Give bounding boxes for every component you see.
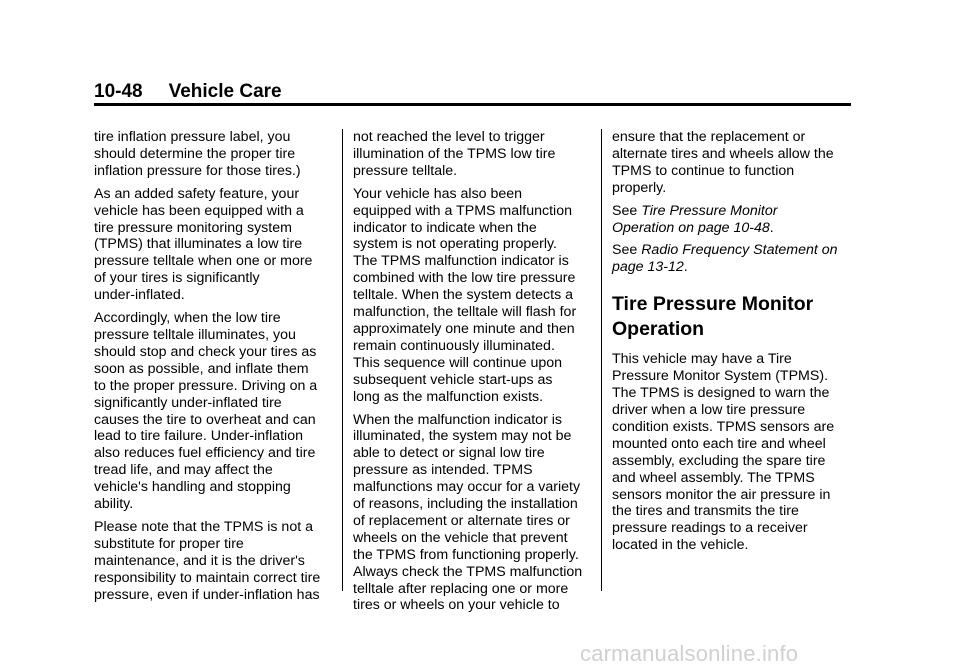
paragraph: This vehicle may have a Tire Pressure Monitor System (TPMS). The TPMS is designed to warn the driver when a low tire pressure condition exists. TPMS sensors are mounted onto each tire and wheel assembly, excluding the spare tire and wheel assembly. The TPMS sensors monitor the air pressure in the tires and transmits the tire pressure readings to a receiver located in the vehicle. [612,351,835,554]
section-heading: Tire Pressure Monitor Operation [612,293,814,341]
cross-reference [612,242,857,276]
paragraph: Your vehicle has also been equipped with a TPMS malfunction indicator to indicate when the system is not operating properly. The TPMS malfunction indicator is combined with the low tire pressure telltale. When the system detects a malfunction, the telltale will flash for approximately one minute and then remain continuously illuminated. This sequence will continue upon subsequent vehicle start-ups as long as the malfunction exists. [353,185,577,405]
page-header [94,80,282,104]
ref-suffix: . [683,259,688,276]
ref-prefix: See [612,202,642,219]
cross-reference [612,203,857,237]
column-2 [353,129,598,620]
page-number: 10-48 [94,81,143,102]
paragraph: ensure that the replacement or alternate tires and wheels allow the TPMS to continue to function properly. [612,129,834,196]
paragraph: When the malfunction indicator is illuminated, the system may not be able to detect or signal low tire pressure as intended. TPMS malfunctions may occur for a variety of reasons, including the installation of replacement or alternate tires or wheels on the vehicle that prevent the TPMS from functioning properly. Always check the TPMS malfunction telltale after replacing one or more tires or wheels on your vehicle to [353,411,583,614]
ref-suffix: . [769,219,774,236]
watermark: carmanualsonline.info [580,641,799,666]
column-divider [342,129,343,591]
column-divider [601,129,602,591]
ref-link-radio-frequency[interactable]: Radio Frequency Statement on page 13-12 [612,242,838,276]
paragraph: Please note that the TPMS is not a substitute for proper tire maintenance, and it is the driver's responsibility to maintain correct tire pressure, even if under-inflation has [94,518,321,603]
column-1 [94,129,339,609]
paragraph: As an added safety feature, your vehicle has been equipped with a tire pressure monitoring system (TPMS) that illuminates a low tire pressure telltale when one or more of your tires is significantly under-inflated. [94,185,313,304]
header-rule [94,103,851,106]
ref-link-tire-pressure-monitor[interactable]: Tire Pressure Monitor Operation on page 10-48 [612,202,778,236]
ref-prefix: See [612,242,642,259]
column-3 [612,129,857,560]
section-title: Vehicle Care [168,81,282,102]
paragraph: not reached the level to trigger illumination of the TPMS low tire pressure telltale. [353,129,556,179]
paragraph: Accordingly, when the low tire pressure telltale illuminates, you should stop and check your tires as soon as possible, and inflate them to the proper pressure. Driving on a significantly under-inflated tire causes the tire to overheat and can lead to tire failure. Under-inflation also reduces fuel efficiency and tire tread life, and may affect the vehicle's handling and stopping ability. [94,310,318,513]
paragraph: tire inflation pressure label, you should determine the proper tire inflation pressure for those tires.) [94,129,301,179]
